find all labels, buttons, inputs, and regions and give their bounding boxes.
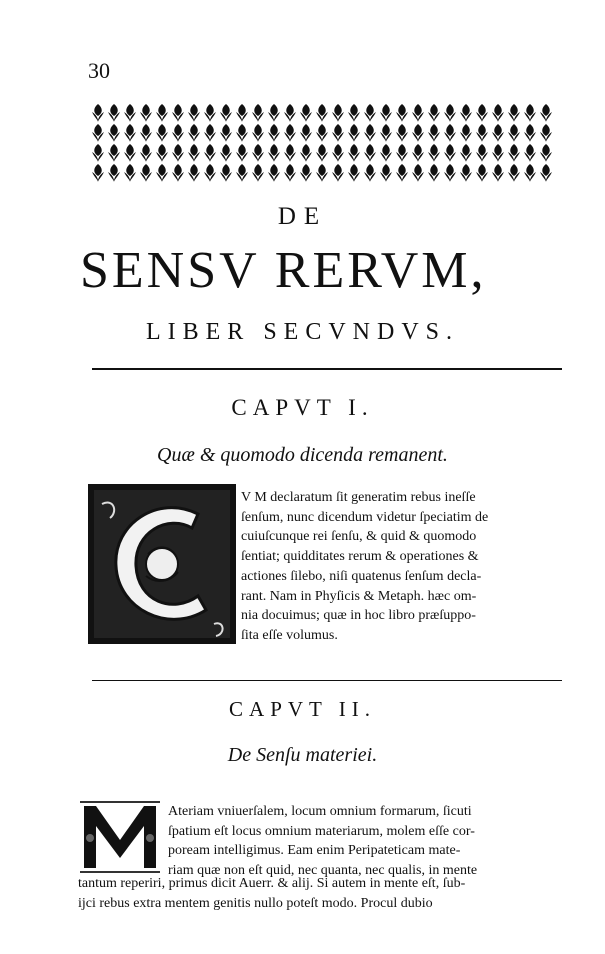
- fleuron-ornament-band: [88, 100, 558, 182]
- divider-rule: [92, 680, 562, 681]
- chapter-2-body-indented: [168, 802, 563, 881]
- chapter-1-body: [241, 488, 563, 646]
- text-line: tantum reperiri, primus dicit Auerr. & alij. Si autem in mente eſt, ſub-: [78, 876, 466, 891]
- divider-rule: [92, 368, 562, 370]
- text-line: ſpatium eſt locus omnium materiarum, molem eſſe cor-: [168, 823, 475, 839]
- text-line: cuiuſcunque rei ſenſu, & quid & quomodo: [241, 529, 477, 545]
- chapter-1-heading: CAPVT I.: [231, 395, 374, 420]
- chapter-1-subtitle: Quæ & quomodo dicenda remanent.: [157, 444, 448, 466]
- text-line: ſentiat; quidditates rerum & operationes &: [241, 549, 479, 565]
- text-line: ſenſum, nunc dicendum videtur ſpeciatim de: [241, 509, 489, 525]
- title-de: DE: [277, 203, 328, 230]
- decorated-initial-c-icon: [88, 484, 236, 644]
- page-number: 30: [88, 58, 110, 83]
- text-line: Ateriam vniuerſalem, locum omnium formarum, ſicuti: [168, 804, 472, 819]
- title-main: SENSV RERVM,: [80, 242, 487, 299]
- text-line: ſita eſſe volumus.: [241, 627, 338, 643]
- chapter-2-heading: CAPVT II.: [229, 697, 376, 721]
- text-line: actiones ſilebo, niſi quatenus ſenſum decla-: [241, 568, 482, 584]
- text-line: poream intelligimus. Eam enim Peripateticam mate-: [168, 843, 461, 859]
- decorated-initial-m-icon: [78, 800, 162, 874]
- chapter-2-body-full: [78, 874, 563, 913]
- title-liber: LIBER SECVNDVS.: [145, 319, 460, 345]
- text-line: V M declaratum ſit generatim rebus ineſſe: [241, 490, 476, 505]
- text-line: ijci rebus extra mentem genitis nullo poteſt modo. Procul dubio: [78, 895, 433, 911]
- text-line: nia docuimus; quæ in hoc libro præſuppo-: [241, 608, 476, 624]
- text-line: riam quæ non eſt quid, nec quanta, nec qualis, in mente: [168, 863, 478, 879]
- text-line: rant. Nam in Phyſicis & Metaph. hæc om-: [241, 588, 477, 604]
- chapter-2-subtitle: De Senſu materiei.: [227, 744, 378, 766]
